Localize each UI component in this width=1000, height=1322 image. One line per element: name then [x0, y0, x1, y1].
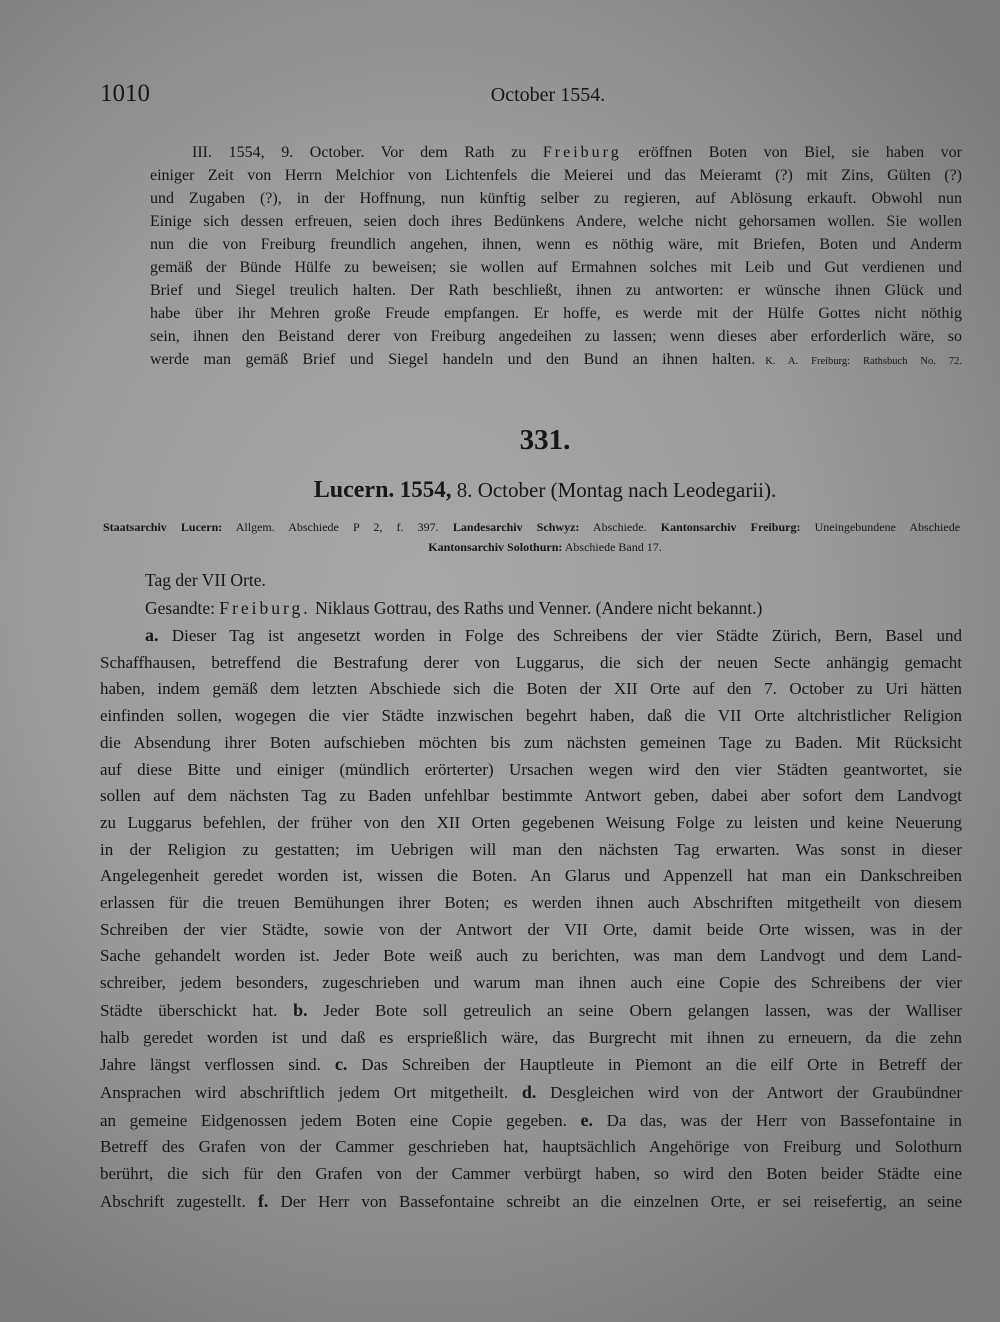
text-line: gemäß der Bünde Hülfe zu beweisen; sie wollen auf Ermahnen solches mit Leib und Gut verdienen und — [150, 259, 962, 276]
entry-title — [200, 477, 890, 504]
text-line — [100, 1051, 962, 1079]
page-number: 1010 — [100, 80, 150, 107]
text-line: in der Religion zu gestatten; im Uebrigen will man den nächsten Tag erwarten. Was sonst in dieser — [100, 839, 962, 859]
text-line: Betreff des Grafen von der Cammer geschrieben hat, hauptsächlich Angehörige von Freiburg und Solothurn — [100, 1137, 962, 1157]
text-line: Angelegenheit geredet worden ist, wissen die Boten. An Glarus und Appenzell hat man ein Dankschreiben — [100, 866, 962, 886]
text-segment: Da das, was der Herr von Bassefontaine in — [592, 1110, 962, 1130]
spaced-place-name: Freiburg. — [219, 598, 311, 618]
item-marker: e. — [580, 1109, 593, 1130]
text-segment: III. 1554, 9. October. Vor dem Rath zu — [192, 144, 543, 161]
text-line — [100, 1079, 962, 1107]
archive-reference: Abschiede. — [592, 520, 647, 534]
archive-name: Kantonsarchiv Solothurn: — [428, 540, 563, 554]
item-marker: f. — [257, 1190, 269, 1211]
text-segment: an gemeine Eidgenossen jedem Boten eine Copie gegeben. — [100, 1110, 581, 1130]
text-line: berührt, die sich für den Grafen von der Cammer verbürgt haben, so wird den Boten beider Städte eine — [100, 1164, 962, 1184]
entry-number: 331. — [519, 424, 571, 456]
text-line: haben, indem gemäß dem letzten Abschiede sich die Boten der XII Orte auf den 7. October zu Uri hätten — [100, 679, 962, 699]
text-segment: werde man gemäß Brief und Siegel handeln und den Bund an ihnen halten. — [150, 351, 756, 368]
text-segment: Der Herr von Bassefontaine schreibt an die einzelnen Orte, er sei reisefertig, an seine — [268, 1191, 963, 1211]
text-line: auf diese Bitte und einiger (mündlich erörterter) Ursachen wegen wird den vier Städten geantwortet, sie — [100, 759, 962, 779]
running-title: October 1554. — [490, 84, 606, 106]
entry-place: Lucern. — [313, 477, 395, 503]
archive-name: Kantonsarchiv Freiburg: — [660, 520, 801, 534]
archive-name: Staatsarchiv Lucern: — [103, 520, 223, 534]
text-line — [100, 1188, 962, 1216]
text-line: sein, ihnen den Beistand derer von Freiburg angedeihen zu lassen; wenn dieses aber erforderlich wäre, so — [150, 328, 962, 345]
text-segment: Ansprachen wird abschriftlich jedem Ort mitgetheilt. — [100, 1082, 522, 1102]
text-segment: Das Schreiben der Hauptleute in Piemont an die eilf Orte in Betreff der — [347, 1055, 962, 1075]
text-line: habe über ihr Mehren große Freude empfangen. Er hoffe, es werde mit der Hülfe Gottes nicht nöthig — [150, 305, 962, 322]
archive-reference: Uneingebundene Abschiede — [814, 520, 961, 534]
text-line: erlassen für die treuen Bemühungen ihrer Boten; es werden ihnen auch Abschriften mitgetheilt von diesem — [100, 893, 962, 913]
envoys-names: Niklaus Gottrau, des Raths und Venner. (Andere nicht bekannt.) — [310, 598, 763, 618]
text-segment: eröffnen Boten von Biel, sie haben vor — [621, 144, 963, 161]
entry-iii — [150, 141, 962, 373]
text-segment: Abschrift zugestellt. — [100, 1191, 258, 1211]
text-line: nun die von Freiburg freundlich angehen, ihnen, wenn es nöthig wäre, mit Briefen, Boten und Anderm — [150, 236, 962, 253]
text-line: und Zugaben (?), in der Hoffnung, nun künftig selber zu regieren, auf Ablösung erkauft. Obwohl nun — [150, 190, 962, 207]
item-marker: c. — [334, 1054, 348, 1075]
text-segment: Desgleichen wird von der Antwort der Graubündner — [536, 1082, 962, 1102]
text-line — [100, 622, 962, 650]
text-line — [100, 997, 962, 1025]
text-line: Schreiben der vier Städte, sowie von der Antwort der VII Orte, damit beide Orte wissen, was in der — [100, 919, 962, 939]
text-line: sollen auf dem nächsten Tag zu Baden unfehlbar bestimmte Antwort geben, dabei aber sofort dem Landvogt — [100, 786, 962, 806]
text-line: Einige sich dessen erfreuen, seien doch ihres Bedünkens Andere, welche nicht gehorsamen wollen. Sie wollen — [150, 213, 962, 230]
item-marker: d. — [521, 1081, 537, 1102]
text-line — [100, 1107, 962, 1135]
text-line: zu Luggarus befehlen, der früher von den XII Orten gegebenen Weisung Folge zu leisten und keine Neuerung — [100, 812, 962, 832]
text-line — [150, 348, 962, 373]
text-line — [150, 141, 962, 164]
item-marker: b. — [293, 999, 308, 1020]
text-segment: Jeder Bote soll getreulich an seine Obern gelangen lassen, was der Walliser — [307, 1000, 962, 1020]
text-segment: Dieser Tag ist angesetzt worden in Folge des Schreibens der vier Städte Zürich, Bern, Basel und — [158, 626, 962, 645]
archive-line — [103, 518, 960, 536]
text-line: die Absendung ihrer Boten aufschieben möchten bis zum nächsten gemeinen Tage zu Baden. Mit Rücksicht — [100, 732, 962, 752]
item-marker: a. — [145, 625, 159, 645]
spaced-place-name: Freiburg — [542, 144, 622, 161]
archive-name: Landesarchiv Schwyz: — [452, 520, 580, 534]
entry-date: 8. October (Montag nach Leodegarii). — [456, 478, 777, 502]
text-line: halb geredet worden ist und daß es ersprießlich wäre, das Burgrecht mit ihnen zu erneuern, da die zehn — [100, 1027, 962, 1047]
text-line: Schaffhausen, betreffend die Bestrafung derer von Luggarus, die sich der neuen Secte anhängig gemacht — [100, 652, 962, 672]
text-line: einfinden sollen, wogegen die vier Städte inzwischen begehrt haben, daß die VII Orte altchristlicher Religion — [100, 706, 962, 726]
archive-reference: Allgem. Abschiede P 2, f. 397. — [235, 520, 439, 534]
envoys-label: Gesandte: — [145, 598, 220, 618]
archive-references — [103, 518, 960, 536]
entry-year: 1554, — [399, 477, 452, 502]
text-line: schreiber, jedem besonders, zugeschrieben und warum man ihnen auch eine Copie des Schreibens der vier — [100, 973, 962, 993]
entry-331-body — [100, 622, 962, 1215]
text-line: Sache gehandelt worden ist. Jeder Bote weiß auch zu berichten, was man dem Landvogt und dem Land- — [100, 946, 962, 966]
archive-reference: Abschiede Band 17. — [564, 540, 662, 554]
meeting-line: Tag der VII Orte. — [145, 570, 266, 590]
envoys-line — [145, 595, 762, 621]
text-line: einiger Zeit von Herrn Melchior von Lichtenfels die Meierei und das Meieramt (?) mit Zins, Gülten (?) — [150, 167, 962, 184]
text-line: Brief und Siegel treulich halten. Der Rath beschließt, ihnen zu antworten: er wünsche ihnen Glück und — [150, 282, 962, 299]
text-segment: Jahre längst verflossen sind. — [100, 1055, 335, 1075]
text-segment: Städte überschickt hat. — [100, 1000, 294, 1020]
archive-line — [300, 538, 790, 556]
source-citation: K. A. Freiburg: Rathsbuch No. 72. — [765, 356, 962, 367]
